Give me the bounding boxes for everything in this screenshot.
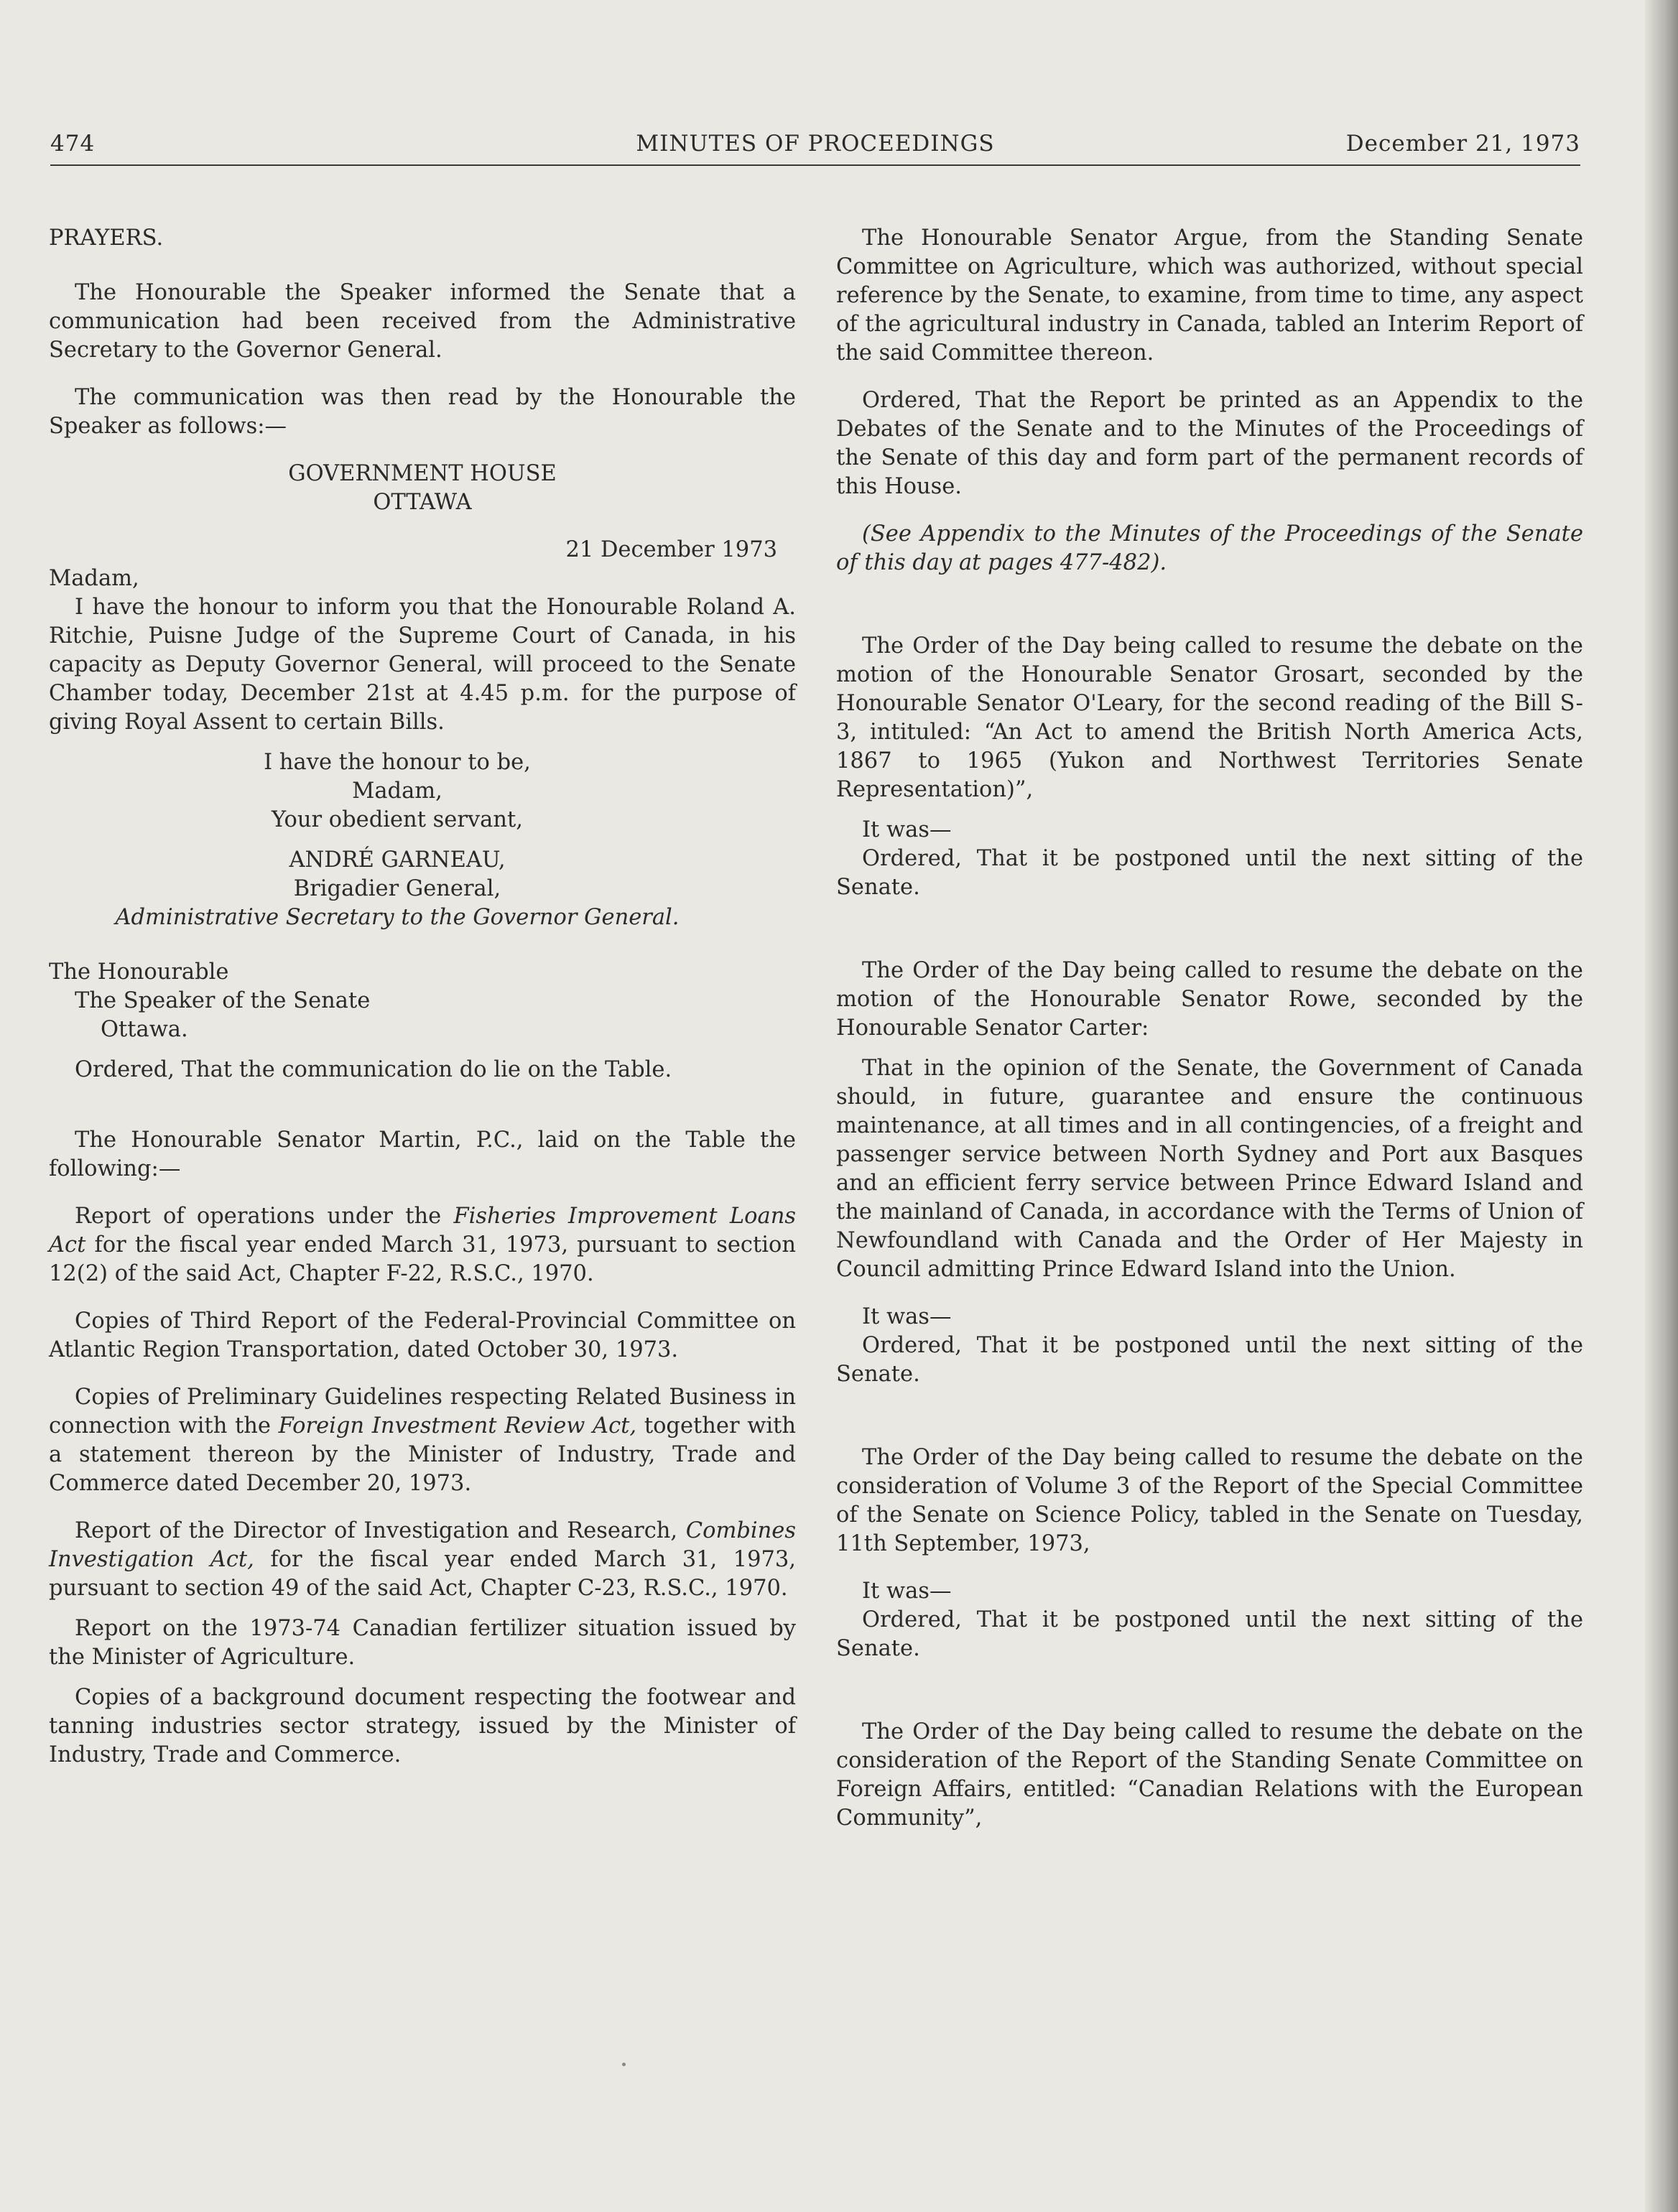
address-line: The Speaker of the Senate [75, 988, 371, 1013]
paragraph: Ordered, That the Report be printed as an Appendix to the Debates of the Senate and to the Minutes of the Proceedings of the Senate of this day and form part of the permanent records of this House. [836, 388, 1583, 499]
text-run: Report of operations under the [75, 1204, 454, 1229]
signer-role [0, 903, 796, 932]
running-title: MINUTES OF PROCEEDINGS [636, 131, 995, 157]
it-was: It was— [862, 1304, 952, 1329]
closing-line: I have the honour to be, [264, 750, 531, 775]
paragraph: Copies of a background document respecting the footwear and tanning industries sector strategy, issued by the Minister of Industry, Trade and Commerce. [49, 1685, 796, 1767]
letter-closing [49, 748, 796, 932]
act-name: Combines Investigation Act, [49, 1518, 796, 1572]
page-speck [622, 2063, 626, 2066]
signer-rank: Brigadier General, [293, 876, 501, 901]
prayers-heading: PRAYERS. [49, 226, 164, 251]
it-was: It was— [862, 817, 952, 842]
paragraph: The Honourable Senator Martin, P.C., laid on the Table the following:— [49, 1128, 796, 1181]
paragraph: The Honourable Senator Argue, from the Standing Senate Committee on Agriculture, which was authorized, without special reference by the Senate, to examine, from time to time, any aspect of the agricultural industry in Canada, tabled an Interim Report of the said Committee thereon. [836, 226, 1583, 366]
signer-role-text: Administrative Secretary to the Governor General. [115, 905, 680, 930]
closing-line: Madam, [352, 779, 442, 804]
act-name: Foreign Investment Review Act, [278, 1413, 637, 1439]
left-column [49, 224, 796, 1770]
appendix-reference-text: (See Appendix to the Minutes of the Proceedings of the Senate of this day at pages 477-482). [836, 521, 1583, 575]
paragraph: The Order of the Day being called to resume the debate on the consideration of Volume 3 of the Report of the Special Committee of the Senate on Science Policy, tabled in the Senate on Tuesday, 11th September, 1973, [836, 1445, 1583, 1556]
text-run: Copies of Preliminary Guidelines respecting Related Business in connection with the [49, 1385, 796, 1439]
postponed-order: Ordered, That it be postponed until the next sitting of the Senate. [836, 1607, 1583, 1661]
letter-date: 21 December 1973 [565, 537, 777, 562]
paragraph [49, 1202, 796, 1288]
paragraph [49, 1383, 796, 1498]
address-line: Ottawa. [101, 1017, 188, 1042]
letter-body: I have the honour to inform you that the Honourable Roland A. Ritchie, Puisne Judge of the Supreme Court of Canada, in his capacity as Deputy Governor General, will proceed to the Senate Chamber today, December 21st at 4.45 p.m. for the purpose of giving Royal Assent to certain Bills. [49, 595, 796, 735]
motion-text: That in the opinion of the Senate, the Government of Canada should, in future, guarantee and ensure the continuous maintenance, at all times and in all contingencies, of a freight and passenger service between North Sydney and Port aux Basques and an efficient ferry service between Prince Edward Island and the mainland of Canada, in accordance with the Terms of Union of Newfoundland with Canada and the Order of Her Majesty in Council admitting Prince Edward Island into the Union. [836, 1056, 1583, 1282]
appendix-reference [836, 520, 1583, 577]
paragraph: The Honourable the Speaker informed the Senate that a communication had been received from the Administrative Secretary to the Governor General. [49, 280, 796, 363]
paragraph: The Order of the Day being called to resume the debate on the motion of the Honourable Senator Grosart, seconded by the Honourable Senator O'Leary, for the second reading of the Bill S-3, intituled: “An Act to amend the British North America Acts, 1867 to 1965 (Yukon and Northwest Territories Senate Representation)”, [836, 633, 1583, 802]
header-rule [50, 164, 1580, 166]
page-number: 474 [50, 131, 96, 157]
signer-name: ANDRÉ GARNEAU, [289, 847, 506, 873]
postponed-order: Ordered, That it be postponed until the next sitting of the Senate. [836, 1333, 1583, 1387]
closing-line: Your obedient servant, [272, 807, 523, 832]
letter-address [49, 958, 796, 1044]
page-header [50, 126, 1580, 164]
letter-city: OTTAWA [373, 490, 472, 515]
right-column [836, 224, 1583, 1833]
act-name: Fisheries Improvement Loans Act [49, 1204, 796, 1258]
paragraph: Ordered, That the communication do lie on the Table. [75, 1057, 672, 1082]
text-run: together with a statement thereon by the Minister of Industry, Trade and Commerce dated December 20, 1973. [49, 1413, 796, 1496]
address-line: The Honourable [49, 959, 229, 985]
paragraph: Copies of Third Report of the Federal-Provincial Committee on Atlantic Region Transportation, dated October 30, 1973. [49, 1309, 796, 1362]
text-run: Report of the Director of Investigation and Research, [75, 1518, 686, 1543]
paragraph: The Order of the Day being called to resume the debate on the consideration of the Report of the Standing Senate Committee on Foreign Affairs, entitled: “Canadian Relations with the European Community”, [836, 1719, 1583, 1831]
letter [49, 460, 796, 932]
header-date: December 21, 1973 [1345, 131, 1580, 157]
paragraph: Report on the 1973-74 Canadian fertilizer situation issued by the Minister of Agriculture. [49, 1616, 796, 1670]
paragraph: The communication was then read by the Honourable the Speaker as follows:— [49, 385, 796, 439]
page-edge-shadow [1645, 0, 1678, 2212]
text-run: for the fiscal year ended March 31, 1973, pursuant to section 49 of the said Act, Chapter C-23, R.S.C., 1970. [49, 1547, 796, 1601]
letter-salutation: Madam, [49, 566, 139, 591]
postponed-order: Ordered, That it be postponed until the next sitting of the Senate. [836, 846, 1583, 900]
it-was: It was— [862, 1579, 952, 1604]
paragraph: The Order of the Day being called to resume the debate on the motion of the Honourable Senator Rowe, seconded by the Honourable Senator Carter: [836, 958, 1583, 1041]
letter-house: GOVERNMENT HOUSE [288, 461, 557, 486]
text-run: for the fiscal year ended March 31, 1973, pursuant to section 12(2) of the said Act, Chapter F-22, R.S.C., 1970. [49, 1232, 796, 1286]
paragraph [49, 1517, 796, 1603]
